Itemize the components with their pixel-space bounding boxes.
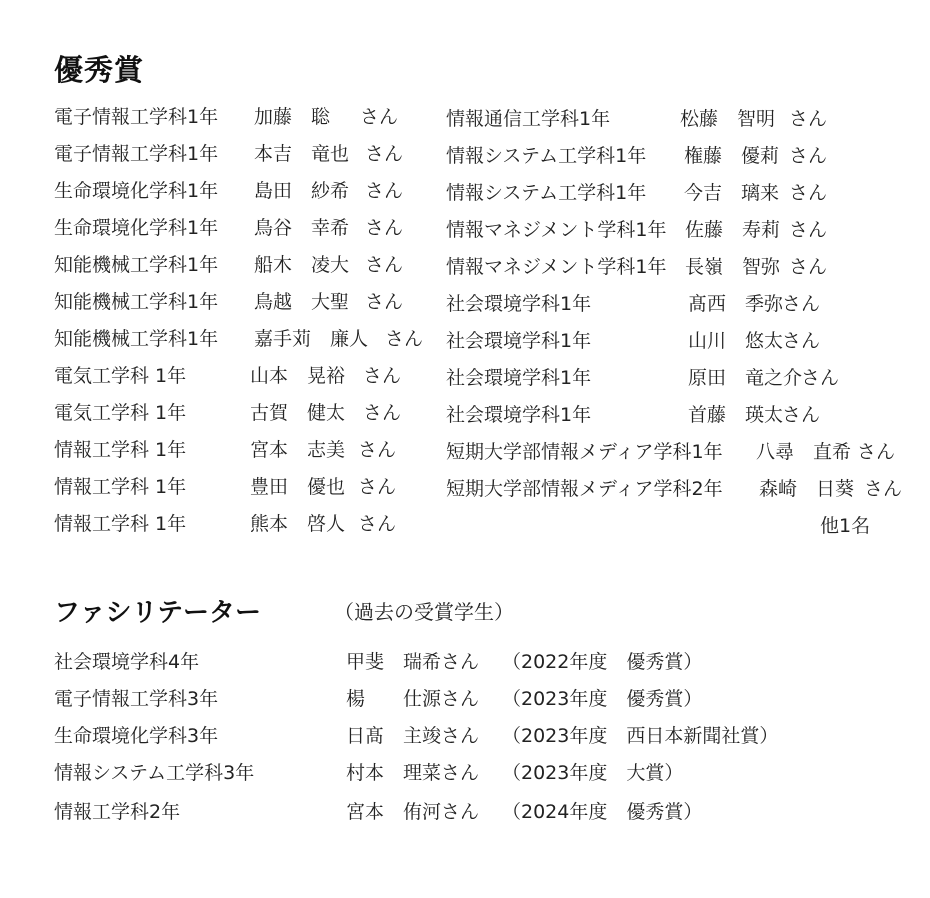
award-name: 佐藤 寿莉 [685,219,781,241]
award-dept: 短期大学部情報メディア学科2年 [446,478,723,500]
award-suffix: さん [782,330,821,352]
award-dept: 情報システム工学科1年 [446,145,647,167]
award-name: 島田 紗希 [254,180,350,202]
award-suffix: さん [365,180,404,202]
award-name: 髙西 季弥 [688,293,784,315]
facilitator-section-note: （過去の受賞学生） [334,600,514,624]
facilitator-name: 日髙 主竣さん [346,725,480,747]
facilitator-history: （2022年度 優秀賞） [502,651,703,673]
award-suffix: さん [789,256,828,278]
facilitator-name: 宮本 侑河さん [346,801,480,823]
facilitator-dept: 情報工学科2年 [54,801,181,823]
award-suffix: さん [360,106,399,128]
award-suffix: さん [789,108,828,130]
award-dept: 短期大学部情報メディア学科1年 [446,441,723,463]
award-name: 首藤 瑛太 [688,404,784,426]
award-suffix: さん [789,219,828,241]
award-name: 宮本 志美 [250,439,346,461]
award-name: 加藤 聡 [254,106,331,128]
award-suffix: さん [782,293,821,315]
award-suffix: さん [864,478,903,500]
award-name: 鳥越 大聖 [254,291,350,313]
award-dept: 社会環境学科1年 [446,367,592,389]
award-suffix: さん [385,328,424,350]
award-dept: 電子情報工学科1年 [54,143,219,165]
facilitator-dept: 社会環境学科4年 [54,651,200,673]
award-dept: 情報システム工学科1年 [446,182,647,204]
facilitator-history: （2024年度 優秀賞） [502,801,703,823]
award-name: 嘉手苅 廉人 [254,328,369,350]
facilitator-name: 楊 仕源さん [346,688,480,710]
award-suffix: さん [365,217,404,239]
facilitator-dept: 電子情報工学科3年 [54,688,219,710]
award-name: 森崎 日葵 [759,478,855,500]
award-name: 本吉 竜也 [254,143,350,165]
award-name: 豊田 優也 [250,476,346,498]
award-suffix: さん [782,404,821,426]
award-section-title: 優秀賞 [54,53,145,87]
award-suffix: さん [801,367,840,389]
award-dept: 電子情報工学科1年 [54,106,219,128]
award-dept: 知能機械工学科1年 [54,328,219,350]
award-name: 長嶺 智弥 [685,256,781,278]
award-name: 権藤 優莉 [684,145,780,167]
facilitator-name: 甲斐 瑞希さん [346,651,480,673]
award-suffix: さん [857,441,896,463]
award-suffix: さん [363,402,402,424]
award-dept: 電気工学科 1年 [54,365,187,387]
award-dept: 情報工学科 1年 [54,476,187,498]
award-name: 山川 悠太 [688,330,784,352]
award-suffix: さん [789,182,828,204]
award-dept: 情報工学科 1年 [54,513,187,535]
facilitator-history: （2023年度 優秀賞） [502,688,703,710]
award-name: 山本 晃裕 [250,365,346,387]
facilitator-section-title: ファシリテーター [54,598,261,628]
award-dept: 情報通信工学科1年 [446,108,611,130]
award-dept: 情報マネジメント学科1年 [446,219,667,241]
award-suffix: さん [365,143,404,165]
facilitator-dept: 情報システム工学科3年 [54,762,255,784]
facilitator-history: （2023年度 西日本新聞社賞） [502,725,779,747]
award-dept: 知能機械工学科1年 [54,291,219,313]
award-suffix: さん [358,439,397,461]
award-dept: 知能機械工学科1年 [54,254,219,276]
award-suffix: さん [358,476,397,498]
award-name: 松藤 智明 [680,108,776,130]
award-name: 船木 凌大 [254,254,350,276]
facilitator-history: （2023年度 大賞） [502,762,684,784]
award-suffix: さん [363,365,402,387]
award-name: 原田 竜之介 [688,367,803,389]
award-dept: 生命環境化学科1年 [54,180,219,202]
award-dept: 電気工学科 1年 [54,402,187,424]
award-name: 八尋 直希 [756,441,852,463]
award-suffix: さん [365,291,404,313]
award-extra-note: 他1名 [820,515,871,537]
facilitator-name: 村本 理菜さん [346,762,480,784]
award-suffix: さん [789,145,828,167]
award-name: 今吉 璃来 [684,182,780,204]
award-name: 鳥谷 幸希 [254,217,350,239]
award-suffix: さん [365,254,404,276]
award-suffix: さん [358,513,397,535]
award-name: 熊本 啓人 [250,513,346,535]
award-dept: 情報工学科 1年 [54,439,187,461]
award-dept: 社会環境学科1年 [446,330,592,352]
award-name: 古賀 健太 [250,402,346,424]
award-dept: 社会環境学科1年 [446,293,592,315]
award-dept: 情報マネジメント学科1年 [446,256,667,278]
award-dept: 生命環境化学科1年 [54,217,219,239]
award-dept: 社会環境学科1年 [446,404,592,426]
facilitator-dept: 生命環境化学科3年 [54,725,219,747]
